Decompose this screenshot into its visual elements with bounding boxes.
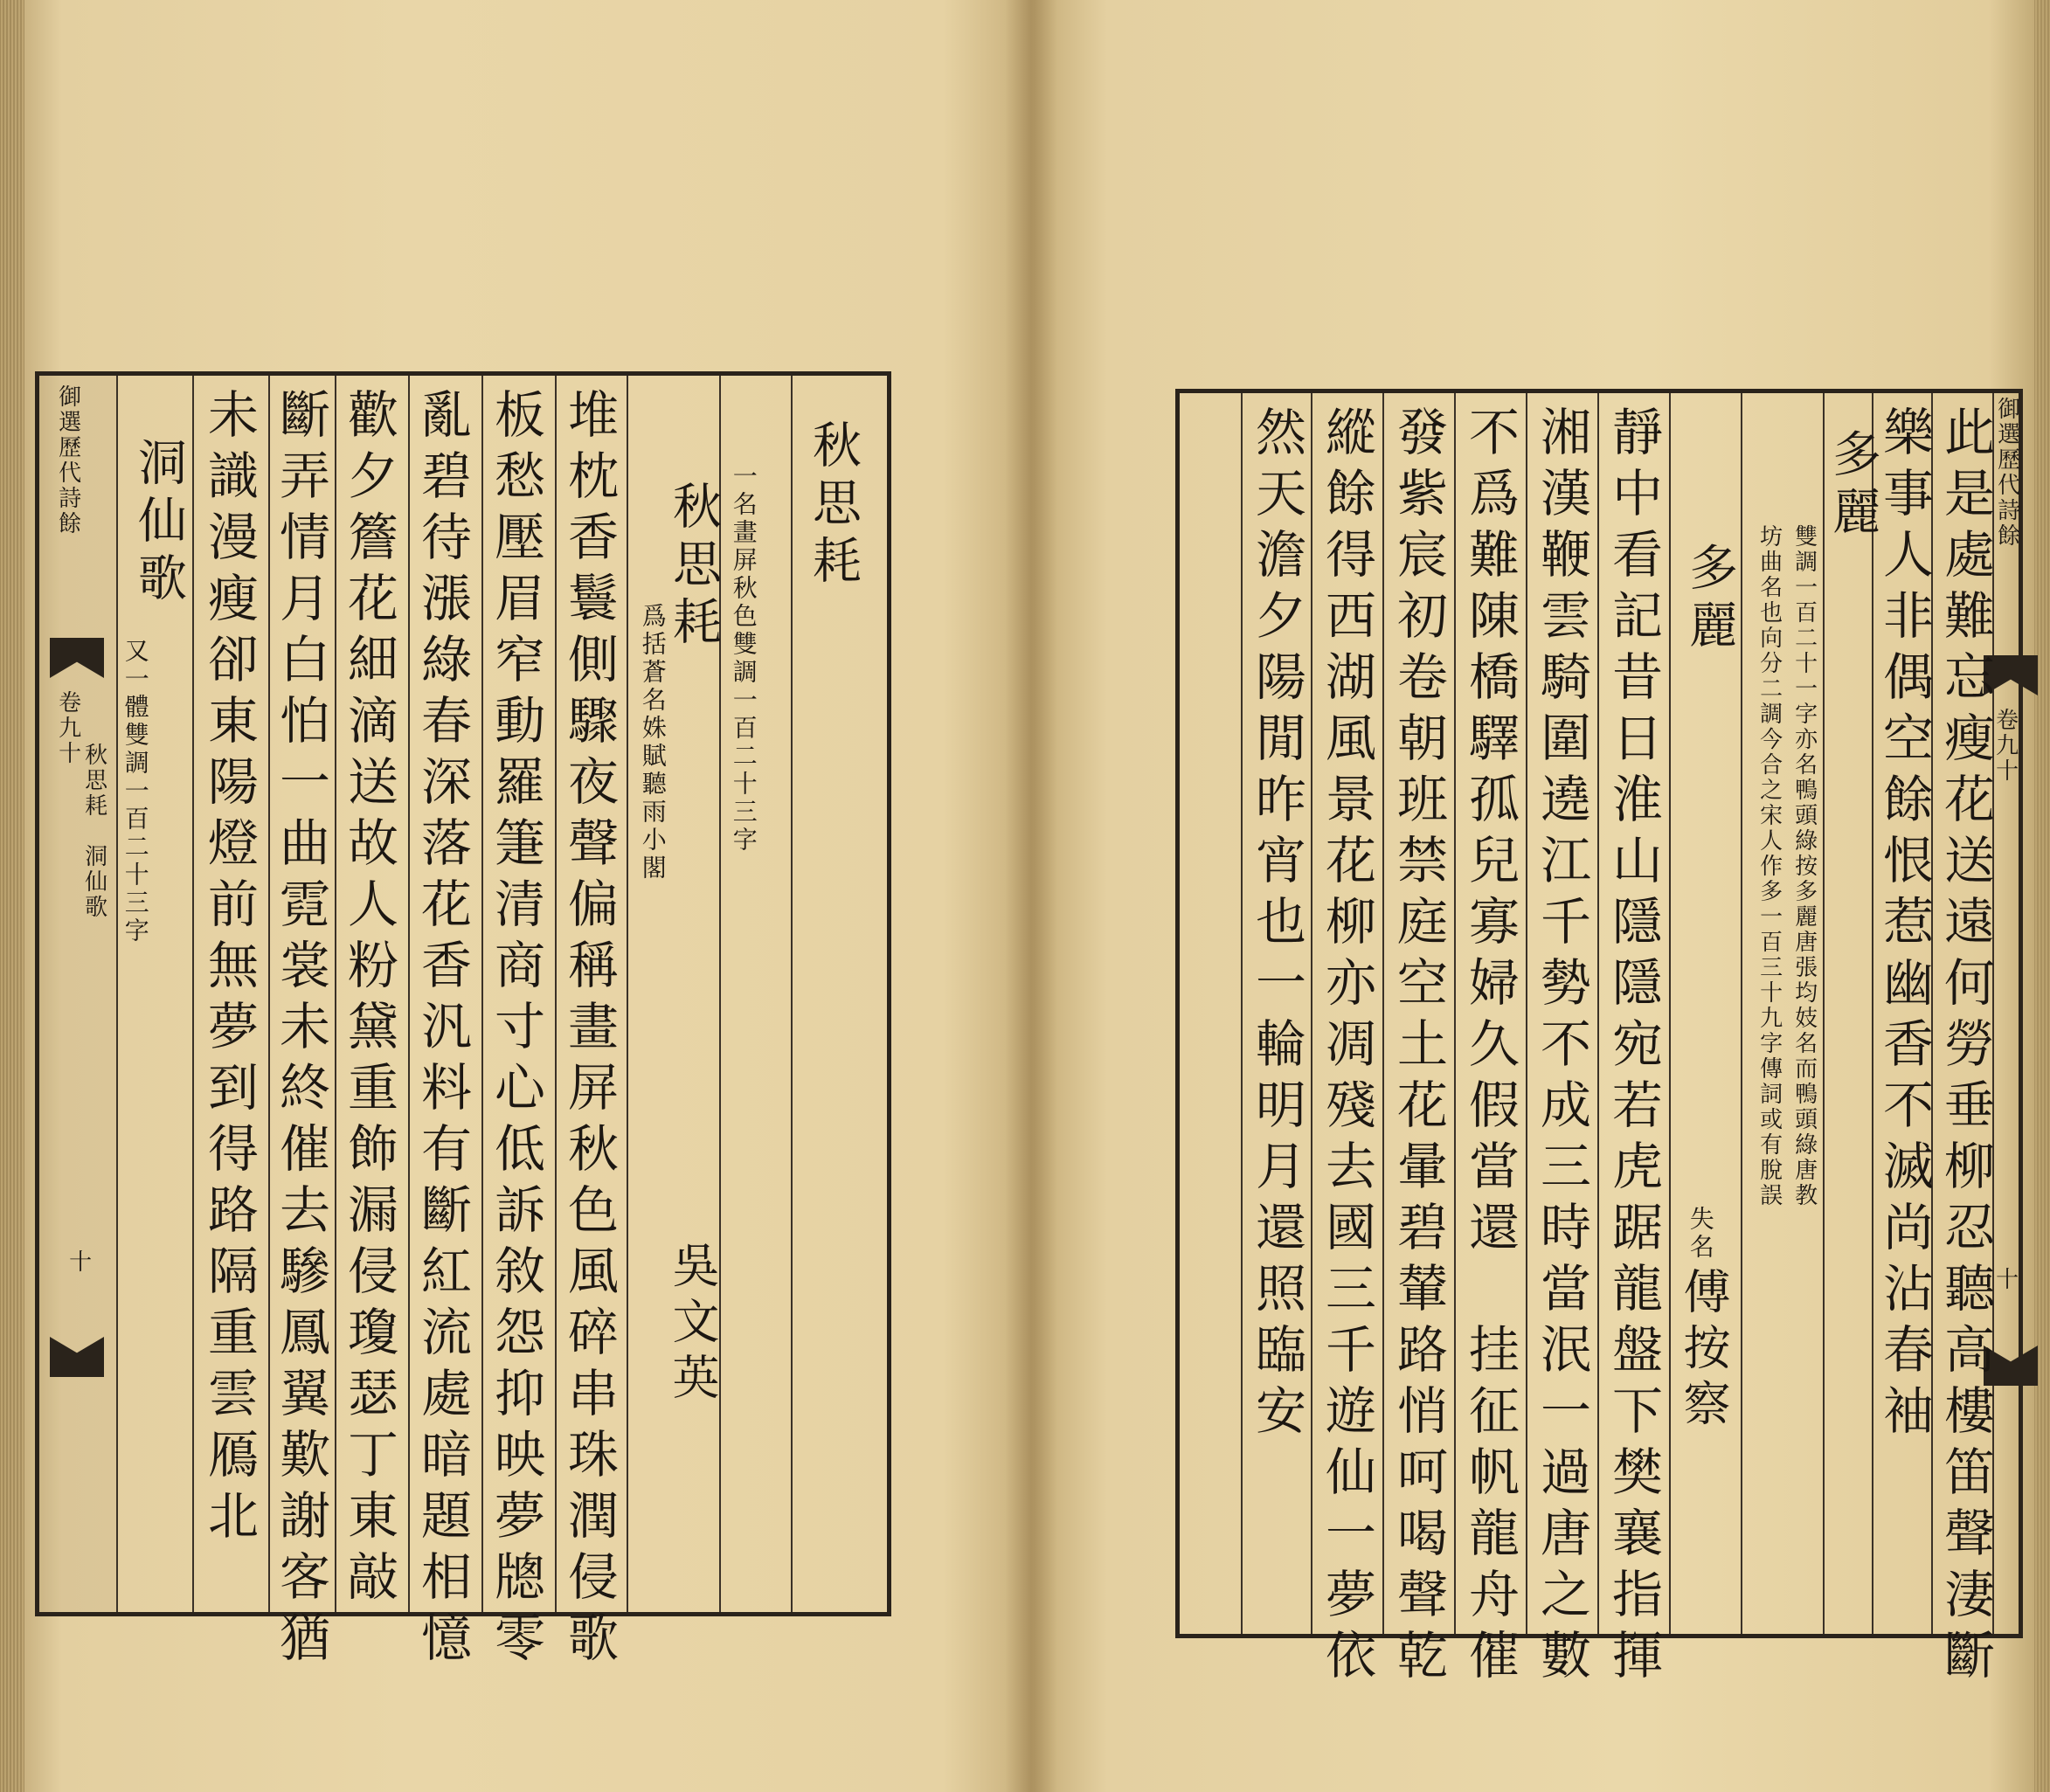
right-margin-title: 御選歷代詩餘 xyxy=(1993,397,2020,549)
right-verse-line-3: 靜中看記昔日淮山隱隱宛若虎踞龍盤下樊襄指揮 xyxy=(1603,405,1663,1690)
left-verse-line-4: 歡夕簷花細滴送故人粉黛重飾漏侵瓊瑟丁東敲 xyxy=(339,388,398,1611)
left-rule-1 xyxy=(116,376,118,1612)
right-heading-duoli-2: 多麗 xyxy=(1681,542,1738,657)
left-verse-line-6: 未識漫瘦卻東陽燈前無夢到得路隔重雲鴈北 xyxy=(199,388,259,1550)
left-rule-7 xyxy=(555,376,557,1612)
right-rule-3 xyxy=(1382,393,1384,1634)
left-note-alias: 一名畫屏秋色雙調一百二十三字 xyxy=(729,463,758,854)
left-heading-dongxiange: 洞仙歌 xyxy=(130,437,187,610)
left-heading-qiusihao: 秋思耗 xyxy=(805,419,862,592)
right-margin-page: 十 xyxy=(1991,1267,2019,1292)
left-note-variant: 又一體雙調一百二十三字 xyxy=(121,638,150,945)
right-verse-line-6: 發紫宸初卷朝班禁庭空土花暈碧輦路悄呵喝聲乾 xyxy=(1389,405,1448,1690)
right-note-tune-2: 坊曲名也向分二調今合之宋人作多一百三十九字傳詞或有脫誤 xyxy=(1756,524,1783,1208)
right-heading-duoli: 多麗 xyxy=(1825,428,1881,543)
left-verse-line-3: 亂碧待漲綠春深落花香汎料有斷紅流處暗題相憶 xyxy=(412,388,472,1672)
left-heading-qiusihao-2: 秋思耗 xyxy=(665,481,722,654)
left-margin-title: 御選歷代詩餘 xyxy=(54,384,81,536)
left-page-edges xyxy=(0,0,24,1792)
right-verse-line-7: 縱餘得西湖風景花柳亦凋殘去國三千遊仙一夢依 xyxy=(1317,405,1376,1690)
right-verse-line-2: 樂事人非偶空餘恨惹幽香不滅尚沾春袖 xyxy=(1874,405,1934,1445)
left-rule-10 xyxy=(791,376,793,1612)
left-verse-line-1: 堆枕香鬟側驟夜聲偏稱畫屏秋色風碎串珠潤侵歌 xyxy=(559,388,619,1672)
right-rule-4 xyxy=(1454,393,1456,1634)
right-page-frame xyxy=(1175,389,2023,1690)
left-author-wu-wenying: 吳文英 xyxy=(665,1241,720,1408)
right-author-fu-ancha: 傅按察 xyxy=(1676,1267,1731,1435)
right-verse-line-5: 不爲難陳橋驛孤兒寡婦久假當還 挂征帆龍舟催 xyxy=(1460,405,1520,1690)
right-rule-2 xyxy=(1311,393,1312,1634)
left-rule-8 xyxy=(627,376,628,1612)
right-margin-volume: 卷九十 xyxy=(1991,708,2019,784)
left-rule-2 xyxy=(192,376,194,1612)
right-rule-10 xyxy=(1872,393,1873,1634)
right-verse-line-8: 然天澹夕陽閒昨宵也一輪明月還照臨安 xyxy=(1247,405,1306,1445)
left-page-frame xyxy=(35,371,891,1672)
book-gutter xyxy=(1005,0,1057,1792)
right-author-note: 失名 xyxy=(1686,1206,1715,1262)
left-verse-line-5: 斷弄情月白怕一曲霓裳未終催去驂鳳翼歎謝客猶 xyxy=(271,388,330,1672)
right-verse-line-1: 此是處難忘瘦花送遠何勞垂柳忍聽高樓笛聲淒斷 xyxy=(1936,405,1995,1690)
left-margin-band xyxy=(39,376,116,1612)
right-verse-line-4: 湘漢鞭雲騎圍遶江千勢不成三時當泯一過唐之數 xyxy=(1532,405,1591,1690)
right-page-edges xyxy=(2034,0,2050,1792)
left-margin-volume: 卷九十 xyxy=(54,690,81,766)
right-rule-5 xyxy=(1526,393,1527,1634)
right-rule-9 xyxy=(1823,393,1825,1634)
right-rule-6 xyxy=(1597,393,1599,1634)
left-note-dedication: 爲括蒼名姝賦聽雨小閣 xyxy=(638,603,668,882)
left-verse-line-2: 板愁壓眉窄動羅箑清商寸心低訴敘怨抑映夢牕零 xyxy=(486,388,545,1672)
right-note-tune-1: 雙調一百二十一字亦名鴨頭綠按多麗唐張均妓名而鴨頭綠唐教 xyxy=(1790,524,1818,1208)
left-rule-3 xyxy=(268,376,270,1612)
right-rule-7 xyxy=(1669,393,1671,1634)
left-rule-6 xyxy=(481,376,483,1612)
left-rule-4 xyxy=(335,376,336,1612)
right-rule-8 xyxy=(1741,393,1742,1634)
right-rule-1 xyxy=(1241,393,1243,1634)
left-margin-page: 十 xyxy=(65,1249,92,1275)
left-rule-5 xyxy=(408,376,410,1612)
left-margin-names: 秋思耗 洞仙歌 xyxy=(80,743,107,920)
